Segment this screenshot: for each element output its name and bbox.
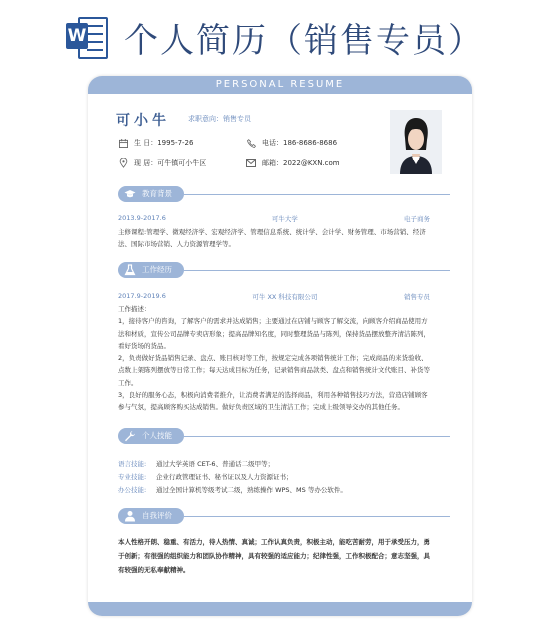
work-company: 可牛 XX 科技有限公司	[252, 293, 318, 301]
mail-icon	[246, 158, 256, 168]
phone-text: 电话：186-8686-8686	[262, 139, 338, 147]
skill-row	[118, 472, 293, 481]
education-title: 教育背景	[142, 189, 172, 198]
evaluation-title: 自我评价	[142, 511, 172, 520]
section-work-header	[118, 262, 450, 278]
location-icon	[118, 158, 128, 168]
education-pill	[118, 186, 184, 202]
work-meta-row	[118, 292, 430, 301]
skills-rule	[184, 436, 450, 437]
email-text: 邮箱：2022@KXN.com	[262, 159, 340, 167]
work-title: 工作经历	[142, 265, 172, 274]
work-item: 2，负责做好货品销售记录、盘点、账目核对等工作，按规定完成各项销售统计工作；完成商品的来货验收、点数上架陈列摆放等日常工作；每天达成目标为任务，记录销售商品款类、盘点和销售统计文代账目、补货等工作。	[118, 354, 430, 387]
evaluation-pill	[118, 508, 184, 524]
wrench-icon	[124, 430, 136, 442]
evaluation-text: 本人性格开朗、稳重、有活力，待人热情、真诚；工作认真负责，积极主动，能吃苦耐劳，用于承受压力，勇于创新；有很强的组织能力和团队协作精神，具有较强的适应能力；纪律性强，工作积极配合；意志坚强，具有较强的无私奉献精神。	[118, 538, 430, 574]
flask-icon	[124, 264, 136, 276]
skill-row	[118, 459, 274, 468]
skill-value: 通过大学英语 CET-6、普通话二级甲等；	[156, 460, 275, 468]
word-icon: W	[66, 15, 106, 59]
candidate-name: 可小牛	[116, 113, 170, 129]
work-desc-label: 工作描述：	[118, 305, 151, 313]
work-pill	[118, 262, 184, 278]
info-birth	[118, 138, 193, 148]
info-phone	[246, 138, 337, 148]
work-description	[118, 303, 430, 414]
resume-card	[88, 76, 472, 616]
education-major: 电子商务	[404, 215, 430, 223]
education-school: 可牛大学	[271, 215, 298, 223]
education-courses: 主修课程:管理学、微观经济学、宏观经济学、管理信息系统、统计学、会计学、财务管理、市场营销、经济法、国际市场营销、人力资源管理学等。	[118, 228, 426, 249]
header-bar	[66, 14, 496, 60]
section-evaluation-header	[118, 508, 450, 524]
residence-text: 现 居：可牛镇可小牛区	[134, 159, 207, 167]
skill-label: 办公技能:	[118, 486, 147, 494]
user-icon	[124, 510, 136, 522]
info-email	[246, 158, 340, 168]
skill-value: 通过全国计算机等级考试二级，熟练操作 WPS、MS 等办公软件。	[156, 486, 347, 494]
phone-icon	[246, 138, 256, 148]
skill-label: 语言技能:	[118, 460, 147, 468]
job-intent: 求职意向：销售专员	[188, 115, 251, 123]
resume-banner: PERSONAL RESUME	[88, 76, 472, 94]
section-education-header	[118, 186, 450, 202]
info-residence	[118, 158, 206, 168]
skill-label: 专业技能:	[118, 473, 147, 481]
calendar-icon	[118, 138, 128, 148]
skills-title: 个人技能	[142, 431, 172, 440]
work-position: 销售专员	[403, 293, 430, 301]
skill-value: 企业行政管理证书、秘书证以及人力资源证书；	[156, 473, 293, 481]
work-item: 3，良好的服务心态，积极向消费者推介，让消费者满足的选择商品，利用各种销售技巧方法，营造店铺顾客参与气氛，提高顾客购买达成销售。做好负责区域的卫生清洁工作；完成上级领导交办的其他任务。	[118, 391, 428, 412]
bottom-band	[88, 602, 472, 616]
education-rule	[184, 194, 450, 195]
evaluation-rule	[184, 516, 450, 517]
page-title: 个人简历（销售专员）	[124, 20, 484, 61]
skill-row	[118, 485, 347, 494]
work-period: 2017.9-2019.6	[118, 292, 166, 300]
birth-text: 生 日：1995-7-26	[134, 139, 194, 147]
section-skills-header	[118, 428, 450, 444]
skills-pill	[118, 428, 184, 444]
education-meta-row	[118, 214, 430, 223]
work-item: 1，接待客户的咨询，了解客户的需求并达成销售；主要通过在店铺与顾客了解交流，向顾客介绍商品使用方法和材质，宣传公司品牌专卖店形象；提高品牌知名度，同时整理货品与陈列，保持货品摆放整齐清洁陈列，看好货场的货品。	[118, 317, 430, 350]
work-rule	[184, 270, 450, 271]
profile-photo	[390, 110, 442, 174]
graduation-cap-icon	[124, 188, 136, 200]
education-period: 2013.9-2017.6	[118, 214, 166, 222]
